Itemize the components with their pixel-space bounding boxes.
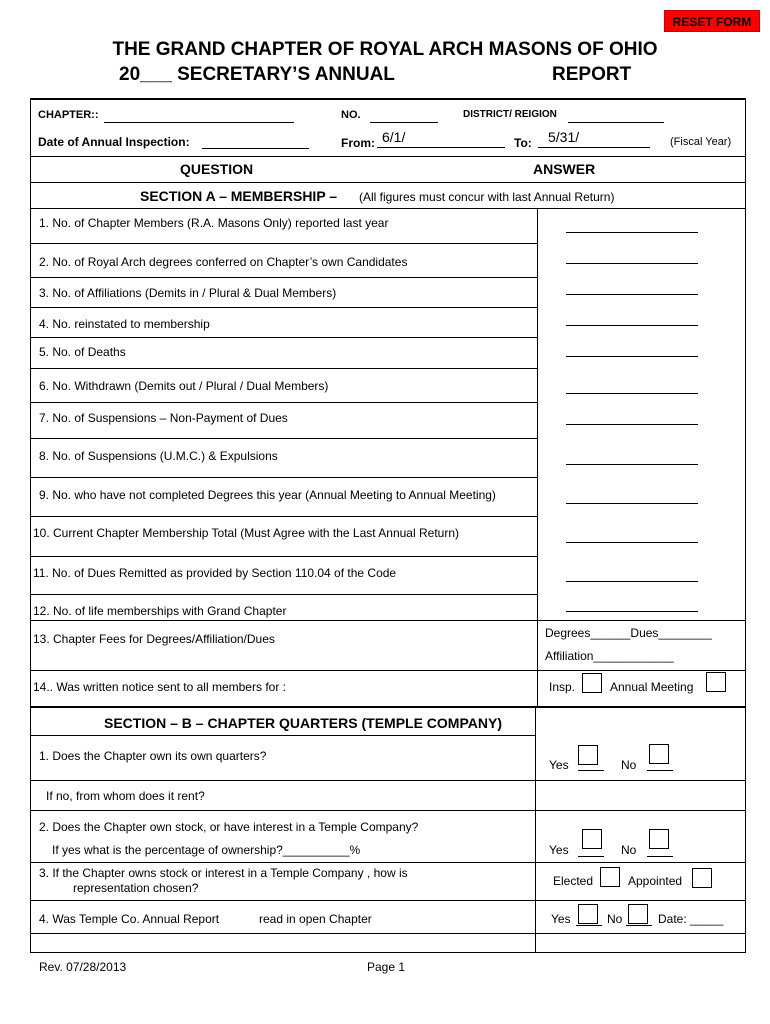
- question-a6: 6. No. Withdrawn (Demits out / Plural / Dual Members): [39, 379, 329, 393]
- district-label: DISTRICT/ REIGION: [463, 109, 557, 120]
- row-divider: [30, 368, 537, 369]
- question-a8: 8. No. of Suspensions (U.M.C.) & Expulsions: [39, 449, 278, 463]
- row-divider: [30, 862, 746, 863]
- frame-top-border: [30, 98, 746, 100]
- answer-a1[interactable]: [566, 232, 698, 233]
- question-a14: 14.. Was written notice sent to all members for :: [33, 680, 286, 694]
- b1-yes-label: Yes: [549, 758, 569, 772]
- form-subtitle-report: REPORT: [552, 64, 632, 85]
- inspection-date-label: Date of Annual Inspection:: [38, 135, 190, 149]
- inspection-date-field[interactable]: [202, 148, 309, 149]
- row-divider: [30, 594, 537, 595]
- question-b1: 1. Does the Chapter own its own quarters?: [39, 749, 267, 763]
- row-divider: [30, 810, 746, 811]
- b4-yes-label: Yes: [551, 912, 571, 926]
- answer-a2[interactable]: [566, 263, 698, 264]
- section-a-title: SECTION A – MEMBERSHIP –: [140, 188, 338, 204]
- page-number: Page 1: [367, 960, 406, 974]
- row-divider: [30, 670, 746, 671]
- answer-a9[interactable]: [566, 503, 698, 504]
- row-divider: [30, 780, 746, 781]
- district-field[interactable]: [568, 122, 664, 123]
- question-a9: 9. No. who have not completed Degrees this year (Annual Meeting to Annual Meeting): [39, 488, 496, 502]
- form-subtitle-year: 20___ SECRETARY’S ANNUAL: [119, 64, 395, 85]
- section-b-title: SECTION – B – CHAPTER QUARTERS (TEMPLE COMPANY): [104, 715, 502, 731]
- row-divider: [30, 933, 746, 934]
- answer-a13-degrees-dues[interactable]: Degrees______Dues________: [545, 626, 712, 640]
- fiscal-year-note: (Fiscal Year): [670, 136, 732, 148]
- from-field[interactable]: [377, 147, 505, 148]
- section-a-note: (All figures must concur with last Annual Return): [359, 190, 615, 204]
- insp-checkbox[interactable]: [582, 673, 602, 693]
- question-b2-sub[interactable]: If yes what is the percentage of ownership?__________%: [52, 843, 361, 857]
- question-b1-sub: If no, from whom does it rent?: [46, 789, 205, 803]
- b2-yes-checkbox[interactable]: [582, 829, 602, 849]
- question-a4: 4. No. reinstated to membership: [39, 317, 210, 331]
- section-b-divider: [30, 706, 746, 708]
- to-label: To:: [514, 136, 532, 150]
- answer-a5[interactable]: [566, 356, 698, 357]
- row-divider: [30, 402, 537, 403]
- b4-date-field[interactable]: Date: _____: [658, 912, 724, 926]
- b4-no-line: [626, 925, 652, 926]
- question-a2: 2. No. of Royal Arch degrees conferred on Chapter’s own Candidates: [39, 255, 408, 269]
- b4-no-checkbox[interactable]: [628, 904, 648, 924]
- chapter-label: CHAPTER::: [38, 109, 99, 121]
- answer-a12[interactable]: [566, 611, 698, 612]
- revision-date: Rev. 07/28/2013: [39, 960, 127, 974]
- question-a5: 5. No. of Deaths: [39, 345, 126, 359]
- answer-a11[interactable]: [566, 581, 698, 582]
- question-b4b: read in open Chapter: [259, 912, 372, 926]
- question-a7: 7. No. of Suspensions – Non-Payment of Dues: [39, 411, 288, 425]
- question-a11: 11. No. of Dues Remitted as provided by Section 110.04 of the Code: [33, 566, 397, 580]
- row-divider: [30, 337, 537, 338]
- answer-a10[interactable]: [566, 542, 698, 543]
- row-divider: [30, 900, 746, 901]
- appointed-checkbox[interactable]: [692, 868, 712, 888]
- row-divider: [30, 477, 537, 478]
- b2-no-line: [647, 856, 673, 857]
- answer-a6[interactable]: [566, 393, 698, 394]
- b1-yes-line: [578, 770, 604, 771]
- answer-a13-affiliation[interactable]: Affiliation____________: [545, 649, 674, 663]
- answer-a3[interactable]: [566, 294, 698, 295]
- b4-yes-checkbox[interactable]: [578, 904, 598, 924]
- reset-form-button[interactable]: RESET FORM: [664, 10, 760, 32]
- question-a12: 12. No. of life memberships with Grand Chapter: [33, 604, 287, 618]
- b1-no-checkbox[interactable]: [649, 744, 669, 764]
- answer-a8[interactable]: [566, 464, 698, 465]
- header-divider: [30, 156, 746, 157]
- b2-yes-label: Yes: [549, 843, 569, 857]
- row-divider: [30, 243, 537, 244]
- b4-no-label: No: [607, 912, 623, 926]
- to-field[interactable]: [538, 147, 650, 148]
- question-a13: 13. Chapter Fees for Degrees/Affiliation/Dues: [33, 632, 275, 646]
- row-divider: [30, 556, 537, 557]
- form-title: THE GRAND CHAPTER OF ROYAL ARCH MASONS OF OHIO: [112, 39, 658, 60]
- answer-a7[interactable]: [566, 424, 698, 425]
- number-label: NO.: [341, 109, 361, 121]
- b4-yes-line: [576, 925, 602, 926]
- question-column-header: QUESTION: [180, 161, 254, 177]
- to-value[interactable]: 5/31/: [548, 129, 580, 145]
- answer-column-header: ANSWER: [533, 161, 596, 177]
- question-b2: 2. Does the Chapter own stock, or have interest in a Temple Company?: [39, 820, 419, 834]
- row-divider: [30, 307, 537, 308]
- question-b3-line1: 3. If the Chapter owns stock or interest in a Temple Company , how is: [39, 866, 408, 880]
- answer-a4[interactable]: [566, 325, 698, 326]
- b1-no-line: [647, 770, 673, 771]
- from-value[interactable]: 6/1/: [382, 129, 406, 145]
- row-divider: [30, 438, 537, 439]
- row-divider: [30, 735, 535, 736]
- number-field[interactable]: [370, 122, 438, 123]
- b1-no-label: No: [621, 758, 637, 772]
- chapter-field[interactable]: [104, 122, 294, 123]
- row-divider: [30, 277, 537, 278]
- from-label: From:: [341, 136, 375, 150]
- column-header-divider: [30, 182, 746, 183]
- b2-no-label: No: [621, 843, 637, 857]
- b2-yes-line: [578, 856, 604, 857]
- answer-column-divider: [537, 208, 538, 708]
- insp-label: Insp.: [549, 680, 576, 694]
- b2-no-checkbox[interactable]: [649, 829, 669, 849]
- question-a3: 3. No. of Affiliations (Demits in / Plural & Dual Members): [39, 286, 337, 300]
- section-a-divider: [30, 208, 746, 209]
- question-b4a: 4. Was Temple Co. Annual Report: [39, 912, 220, 926]
- answer-column-divider-b: [535, 708, 536, 953]
- row-divider: [30, 620, 746, 621]
- b1-yes-checkbox[interactable]: [578, 745, 598, 765]
- annual-meeting-label: Annual Meeting: [610, 680, 694, 694]
- elected-checkbox[interactable]: [600, 867, 620, 887]
- question-a10: 10. Current Chapter Membership Total (Must Agree with the Last Annual Return): [33, 526, 459, 540]
- question-b3-line2: representation chosen?: [73, 881, 199, 895]
- question-a1: 1. No. of Chapter Members (R.A. Masons Only) reported last year: [39, 216, 389, 230]
- elected-label: Elected: [553, 874, 594, 888]
- appointed-label: Appointed: [628, 874, 683, 888]
- annual-meeting-checkbox[interactable]: [706, 672, 726, 692]
- row-divider: [30, 516, 537, 517]
